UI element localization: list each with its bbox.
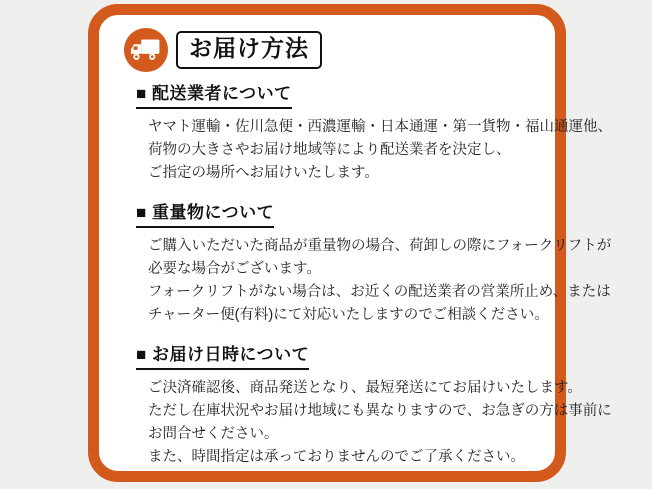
section-shipping-carriers [136, 79, 612, 185]
body-line: チャーター便(有料)にて対応いたしますのでご相談ください。 [148, 307, 549, 323]
section-heading: ■ 重量物について [136, 198, 274, 228]
body-line: ヤマト運輸・佐川急便・西濃運輸・日本通運・第一貨物・福山通運他、 [148, 119, 612, 135]
body-line: ご指定の場所へお届けいたします。 [148, 165, 379, 181]
page-title: お届け方法 [176, 31, 322, 69]
truck-icon [123, 27, 169, 73]
section-body [136, 235, 612, 327]
body-line: 必要な場合がございます。 [148, 261, 321, 277]
sections-container [123, 79, 612, 469]
section-delivery-datetime [136, 340, 612, 469]
section-heavy-items [136, 198, 612, 327]
section-body [136, 377, 612, 469]
body-line: ご購入いただいた商品が重量物の場合、荷卸しの際にフォークリフトが [148, 238, 612, 254]
delivery-info-card [88, 4, 612, 482]
body-line: ご決済確認後、商品発送となり、最短発送にてお届けいたします。 [148, 380, 582, 396]
body-line: また、時間指定は承っておりませんのでご了承ください。 [148, 449, 525, 465]
section-body [136, 116, 612, 185]
body-line: 荷物の大きさやお届け地域等により配送業者を決定し、 [148, 142, 511, 158]
body-line: お問合せください。 [148, 426, 279, 442]
body-line: ただし在庫状況やお届け地域にも異なりますので、お急ぎの方は事前に [148, 403, 612, 419]
card-header [123, 27, 539, 73]
body-line: フォークリフトがない場合は、お近くの配送業者の営業所止め、または [148, 284, 611, 300]
section-heading: ■ お届け日時について [136, 340, 309, 370]
section-heading: ■ 配送業者について [136, 79, 292, 109]
